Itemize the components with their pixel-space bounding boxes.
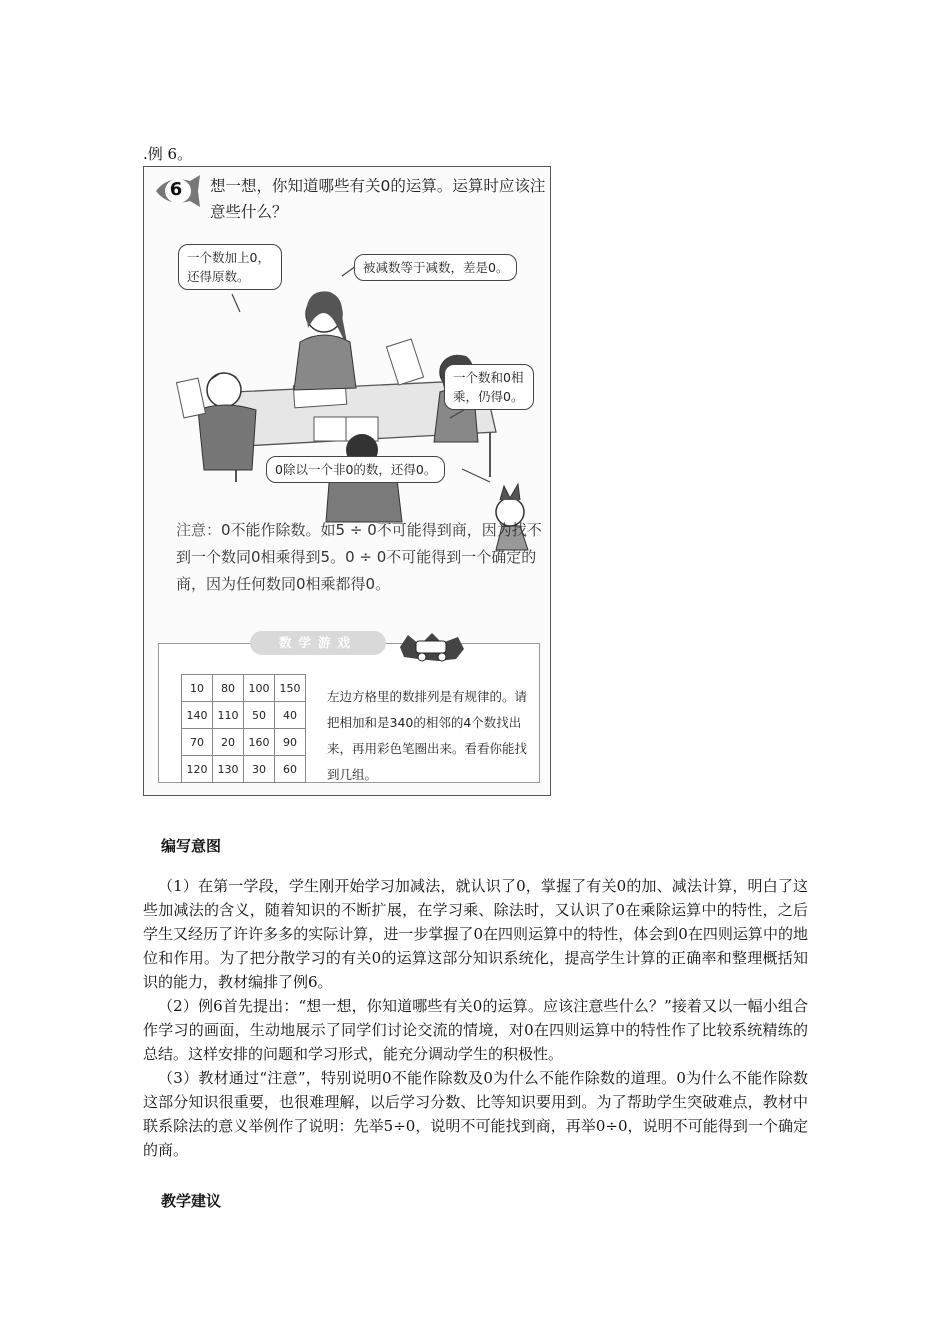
note-paragraph [176, 517, 548, 598]
math-game-title: 数学游戏 [250, 631, 386, 655]
speech-bubble-multiply-zero: 一个数和0相乘，仍得0。 [444, 364, 534, 410]
grid-cell: 100 [244, 675, 275, 702]
grid-row [182, 756, 306, 783]
grid-cell: 50 [244, 702, 275, 729]
grid-cell: 80 [213, 675, 244, 702]
grid-cell: 160 [244, 729, 275, 756]
paragraph-3: （3）教材通过“注意”，特别说明0不能作除数及0为什么不能作除数的道理。0为什么不能作除数这部分知识很重要，也很难理解，以后学习分数、比等知识要用到。为了帮助学生突破难点，教材中联系除法的意义举例作了说明：先举5÷0，说明不可能找到商，再举0÷0，说明不可能得到一个确定的商。 [143, 1069, 808, 1159]
speech-bubble-add-zero: 一个数加上0，还得原数。 [178, 244, 282, 290]
math-game-panel [158, 643, 540, 783]
grid-cell: 40 [275, 702, 306, 729]
example-number: 6 [169, 179, 183, 200]
grid-cell: 110 [213, 702, 244, 729]
grid-cell: 90 [275, 729, 306, 756]
math-game-instructions: 左边方格里的数排列是有规律的。请把相加和是340的相邻的4个数找出来，再用彩色笔圈出来。看看你能找到几组。 [327, 689, 528, 782]
grid-cell: 60 [275, 756, 306, 783]
math-game-section [158, 631, 540, 787]
note-text: 0不能作除数。如5 ÷ 0不可能得到商，因为找不到一个数同0相乘得到5。0 ÷ 0不可能得到一个确定的商，因为任何数同0相乘都得0。 [176, 521, 542, 593]
textbook-figure [143, 166, 551, 796]
paragraph-2: （2）例6首先提出：“想一想，你知道哪些有关0的运算。应该注意些什么？”接着又以一幅小组合作学习的画面，生动地展示了同学们讨论交流的情境，对0在四则运算中的特性作了比较系统精练的总结。这样安排的问题和学习形式，能充分调动学生的积极性。 [143, 997, 808, 1063]
grid-cell: 130 [213, 756, 244, 783]
grid-cell: 140 [182, 702, 213, 729]
example-caption: .例 6。 [143, 145, 193, 163]
grid-row [182, 675, 306, 702]
grid-cell: 20 [213, 729, 244, 756]
section-heading-suggestions: 教学建议 [161, 1192, 222, 1210]
grid-cell: 10 [182, 675, 213, 702]
grid-cell: 70 [182, 729, 213, 756]
section-heading-intent: 编写意图 [161, 837, 222, 855]
grid-cell: 30 [244, 756, 275, 783]
grid-row [182, 702, 306, 729]
toy-car-icon [398, 631, 468, 663]
intent-body [143, 874, 808, 1162]
grid-cell: 150 [275, 675, 306, 702]
note-label: 注意： [176, 521, 222, 539]
grid-row [182, 729, 306, 756]
example-question: 想一想，你知道哪些有关0的运算。运算时应该注意些什么？ [210, 177, 546, 221]
speech-bubble-divide-zero: 0除以一个非0的数，还得0。 [266, 456, 445, 483]
grid-cell: 120 [182, 756, 213, 783]
speech-bubble-subtract: 被减数等于减数，差是0。 [354, 254, 517, 281]
paragraph-1: （1）在第一学段，学生刚开始学习加减法，就认识了0，掌握了有关0的加、减法计算，明白了这些加减法的含义，随着知识的不断扩展，在学习乘、除法时，又认识了0在乘除运算中的特性，之后学生又经历了许许多多的实际计算，进一步掌握了0在四则运算中的特性，体会到0在四则运算中的地位和作用。为了把分散学习的有关0的运算这部分知识系统化，提高学生计算的正确率和整理概括知识的能力，教材编排了例6。 [143, 877, 808, 991]
number-grid [181, 674, 306, 783]
